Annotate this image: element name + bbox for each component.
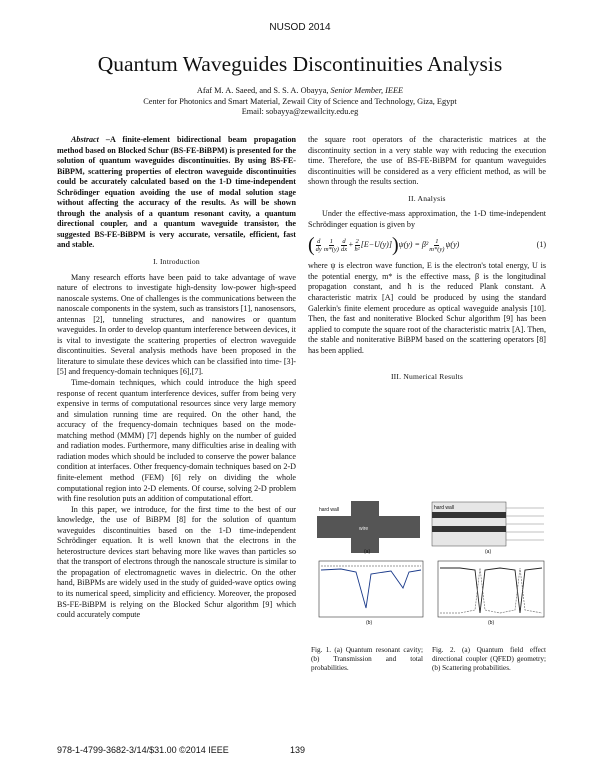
left-column	[57, 135, 296, 621]
abstract-text: –A finite-element bidirectional beam propagation method based on Blocked Schur (BS-FE-BiBPM) is presented for the solution of quantum waveguides discontinuities. By using BS-FE-BiBPM, scattering properties of electron waveguide discontinuities could be accurately calculated based on the 1-D time-independent Schrödinger equation avoiding the use of modal solution stage without affecting the accuracy of the results. As will be shown through the analysis of a quantum resonant cavity, a quantum directional coupler, and a quantum waveguide transistor, the suggested BS-FE-BiBPM is very accurate, versatile, efficient, fast and stable.	[57, 135, 296, 250]
continued-paragraph: the square root operators of the characteristic matrices at the discontinuity section in a very stable way with reducing the execution time. Therefore, the use of BS-FE-BiBPM for quantum waveguides discontinuities will be considered as a very efficient method, as will be shown through the results section.	[308, 135, 546, 187]
footer-page-number: 139	[290, 745, 306, 755]
intro-paragraph-2: Time-domain techniques, which could introduce the high speed response of recent quantum interference devices, suffer from being very expensive in terms of computational resources since very large memory and simulation running time are required. On the other hand, the accuracy of the frequency-domain techniques based on the mode-matching method (MMM) [7] depends highly on the number of guided and radiation modes. Furthermore, many difficulties arise in dealing with radiation modes which should be included to conserve the power balance condition at interfaces. Other frequency-domain techniques based on 2-D finite-element method (FEM) [6] rely on dividing the whole computational region into 2-D elements. Of course, solving 2-D problem with fine resolution puts an addition of computational effort.	[57, 378, 296, 504]
author-line	[0, 86, 600, 97]
abstract	[57, 135, 296, 251]
abstract-label: Abstract	[71, 135, 99, 144]
footer-isbn: 978-1-4799-3682-3/14/$31.00 ©2014 IEEE	[57, 745, 229, 755]
section-heading-analysis: II. Analysis	[408, 193, 446, 203]
section-heading-results: III. Numerical Results	[390, 372, 464, 382]
conference-header: NUSOD 2014	[269, 22, 331, 33]
schrodinger-equation: ( $\frac{d}{dy}$ $\frac{1}{m*(y)}$ $\frac{d}{dx}$ + $\frac{2}{\text{ħ²}}$ [E−U(y)] ) ψ(y) = β² $\frac{1}{m*(y)}$ ψ(y) (1)	[308, 234, 546, 257]
right-column	[308, 135, 546, 388]
intro-paragraph-1: Many research efforts have been paid to take advantage of wave nature of electrons to investigate high-density low-power high-speed nanoscale systems. One of challenges is the communications between the nanoscale components in the system, such as transistors [1], nanosensors, antennas [2], tunneling structures, and nanowires or quantum waveguides. In order to develop quantum interference between devices, it is vital to investigate the scattering properties of electron waveguide discontinuities. Several analysis methods have been proposed in the literature to simulate these devices which can be classified into time- [3]-[5] and frequency-domain techniques [6],[7].	[57, 272, 296, 377]
fig2b-subcaption: (b)	[488, 620, 495, 626]
analysis-paragraph-2: where ψ is electron wave function, E is the electron's total energy, U is the potential energy, m* is the effective mass, β is the longitudinal propagation constant, and ħ is the reduced Plank constant. A characteristic matrix [A] could be produced by using the standard Galerkin's finite element procedure as optical waveguide analysis [10]. Then, the fast and noniterative Blocked Schur algorithm [9] has been applied to compute the square root of the characteristic matrix [A]. Then, the stable and noniterative BiBPM based on the scattering operators [8] has been applied.	[308, 261, 546, 355]
fig2a-hardwall-label: hard wall	[434, 505, 455, 511]
fig1b-subcaption: (b)	[366, 620, 373, 626]
equation-number: (1)	[536, 240, 546, 250]
author-affiliation: Center for Photonics and Smart Material, Zewail City of Science and Technology, Giza, Egypt	[143, 96, 457, 106]
figure-1a-cavity	[311, 498, 426, 556]
paper-title: Quantum Waveguides Discontinuities Analysis	[97, 52, 503, 76]
figure-1b-plot	[311, 558, 426, 626]
author-email: Email: sobayya@zewailcity.edu.eg	[241, 107, 359, 116]
section-heading-introduction: I. Introduction	[153, 257, 200, 267]
figure-1-caption: Fig. 1. (a) Quantum resonant cavity; (b) Transmission and total probabilities.	[311, 646, 423, 672]
author-names: Afaf M. A. Saeed, and S. S. A. Obayya,	[196, 86, 329, 95]
fig1a-wire-label: wire	[359, 526, 369, 532]
fig1a-subcaption: (a)	[364, 549, 371, 555]
author-membership: Senior Member, IEEE	[330, 86, 404, 95]
fig2a-subcaption: (a)	[485, 549, 492, 555]
intro-paragraph-3: In this paper, we introduce, for the first time to the best of our knowledge, the use of BiBPM [8] for the solution of quantum waveguides discontinuities based on the 1-D time-independent Schrödinger equation. It is well known that the electrons in the heterostructure devices start behaving more like waves than particles so that the transport of electrons through the nanoscale structure is similar to the propagation of electromagnetic waves in dielectric. On the other hand, BiBPMs are widely used in the study of guided-wave optics owing to its numerical speed, simplicity and efficiency. Moreover, the proposed BS-FE-BiBPM is relying on the Blocked Schur algorithm [9] which could accurately compute	[57, 504, 296, 620]
figure-2a-coupler	[430, 498, 548, 556]
analysis-paragraph-1: Under the effective-mass approximation, the 1-D time-independent Schrödinger equation is given by	[308, 209, 546, 229]
fig1a-hardwall-label: hard wall	[319, 507, 340, 513]
figure-2-caption: Fig. 2. (a) Quantum field effect directional coupler (QFED) geometry; (b) Scattering probabilities.	[432, 646, 546, 672]
figure-2b-plot	[430, 558, 548, 626]
